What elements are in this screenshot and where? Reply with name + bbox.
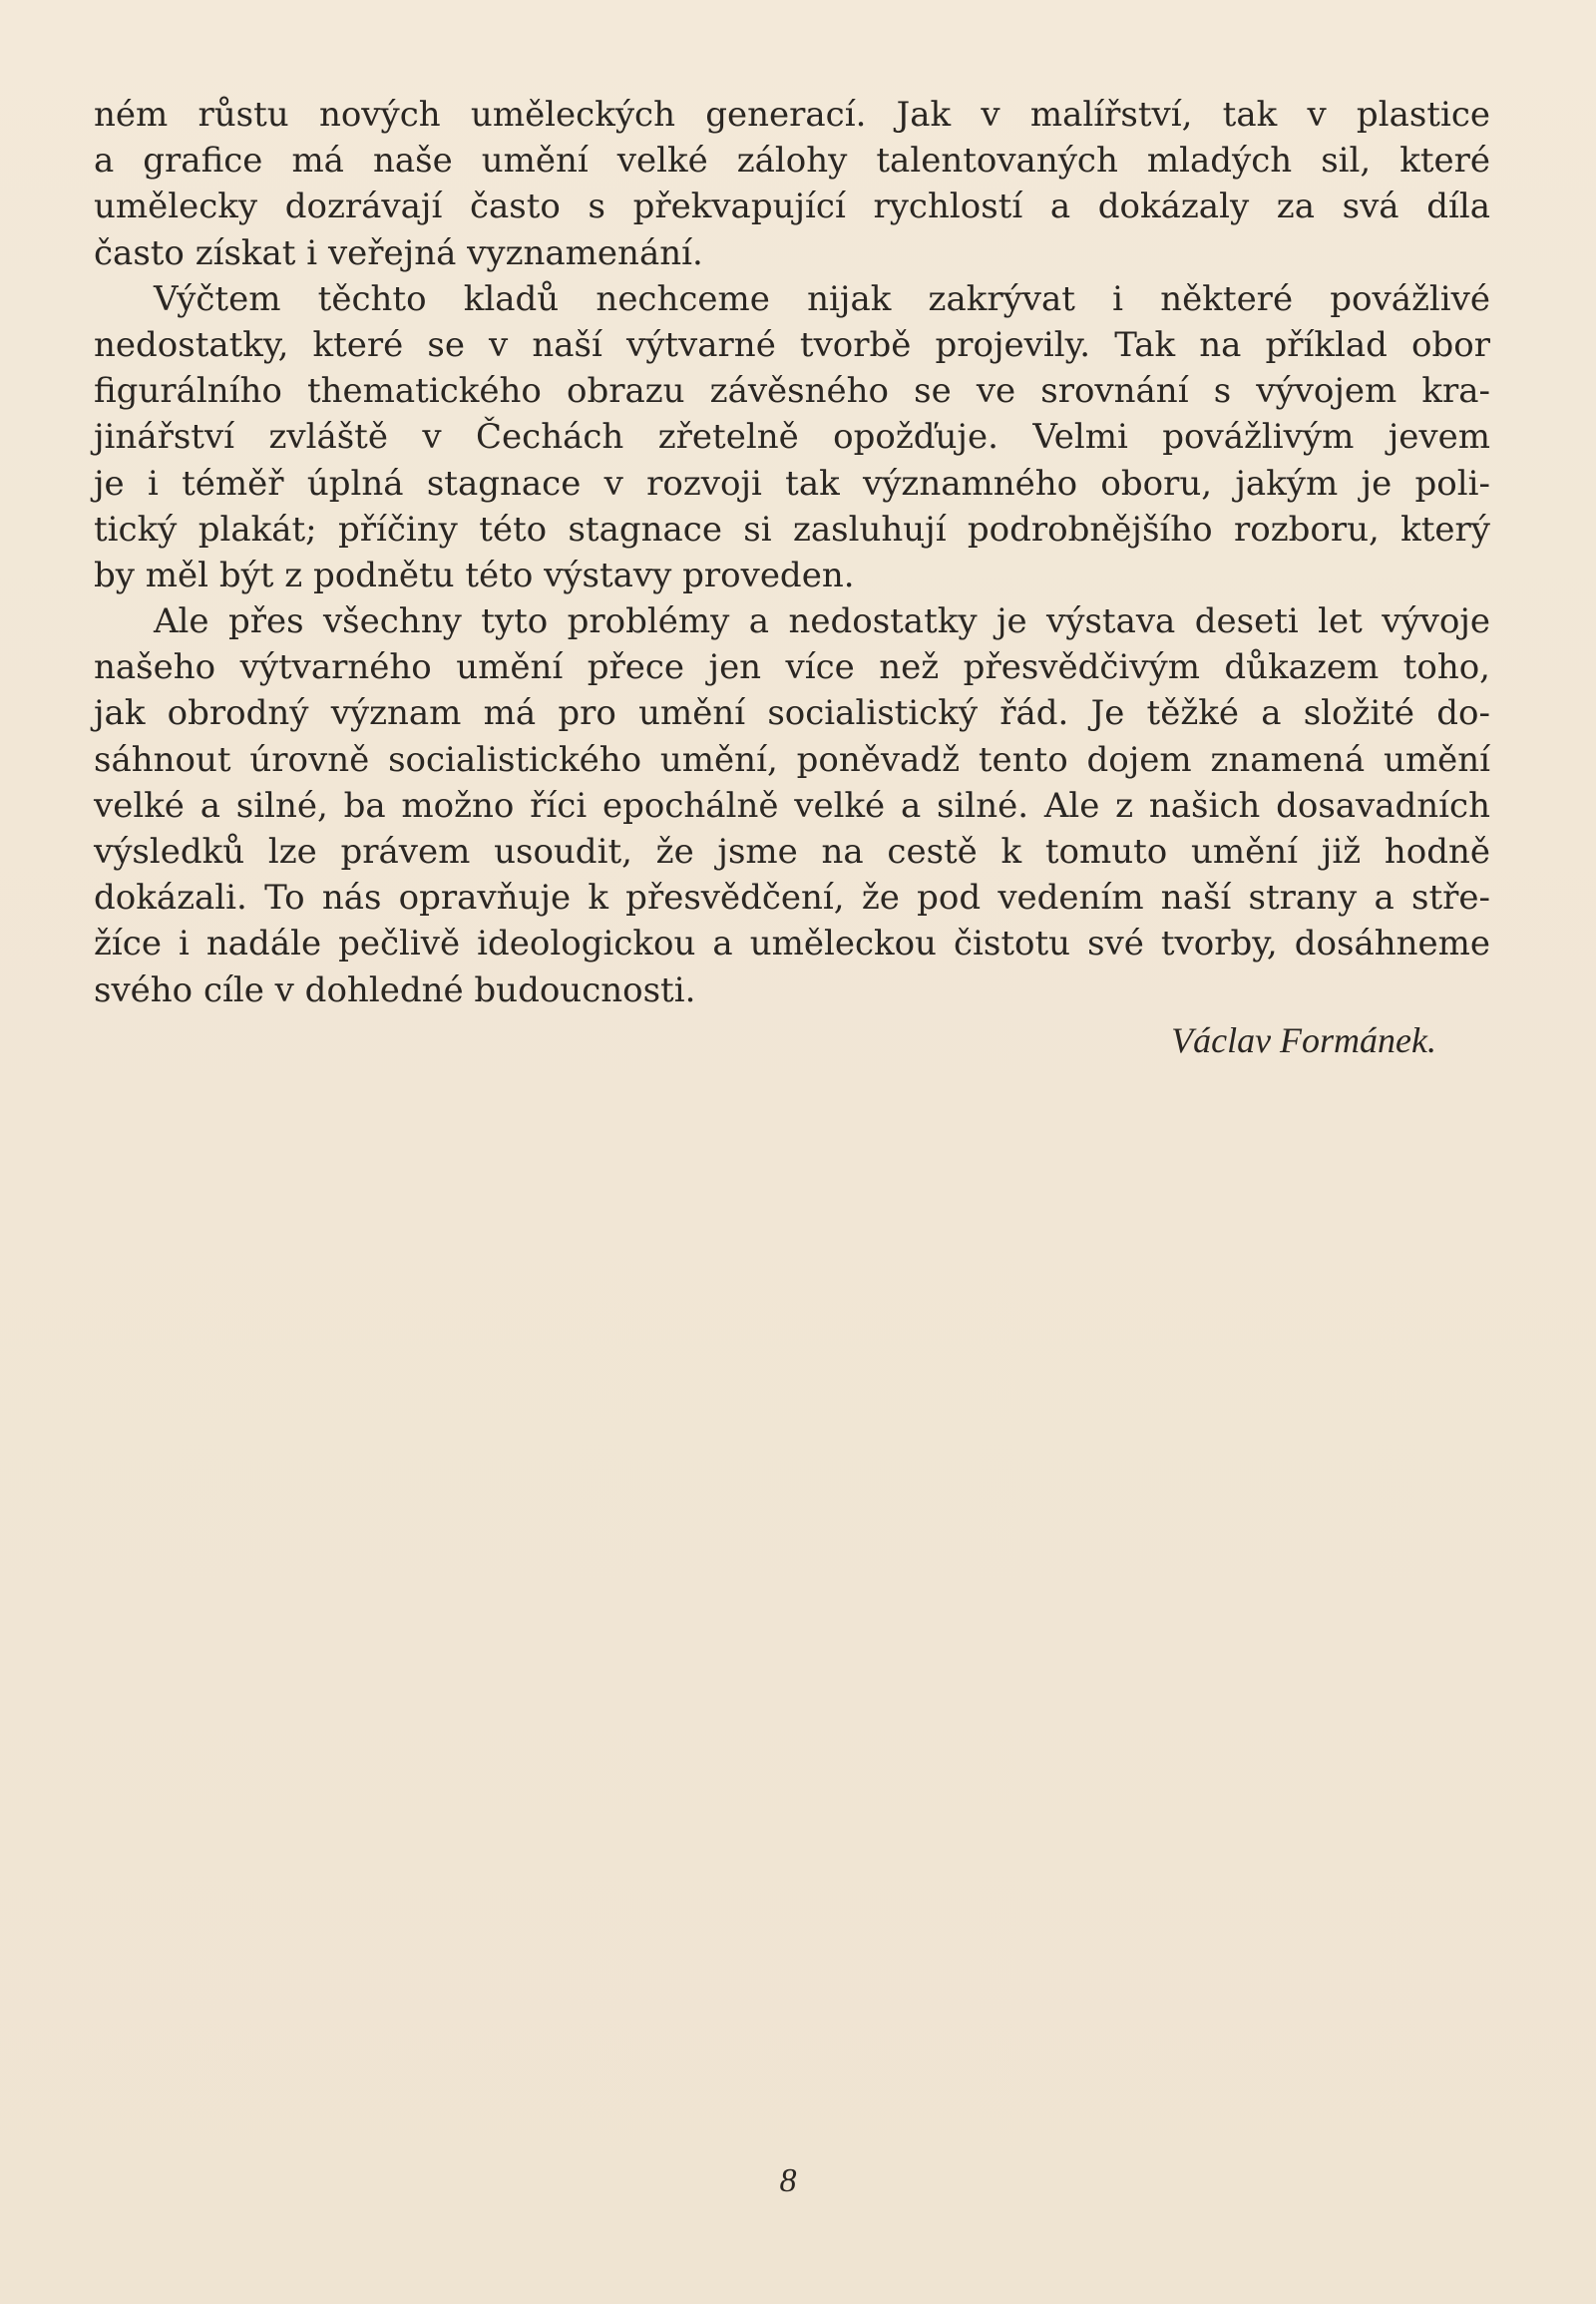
- text-line: ném růstu nových uměleckých generací. Jak v malířství, tak v plastice: [94, 95, 1490, 135]
- text-line: je i téměř úplná stagnace v rozvoji tak významného oboru, jakým je poli-: [94, 463, 1490, 504]
- article-body: [94, 92, 1490, 1013]
- text-line: Výčtem těchto kladů nechceme nijak zakrývat i některé povážlivé: [154, 278, 1490, 319]
- text-line: jinářství zvláště v Čechách zřetelně opožďuje. Velmi povážlivým jevem: [94, 417, 1490, 458]
- text-line: velké a silné, ba možno říci epochálně velké a silné. Ale z našich dosavadních: [94, 785, 1490, 826]
- text-line: umělecky dozrávají často s překvapující rychlostí a dokázaly za svá díla: [94, 187, 1490, 227]
- text-line: figurálního thematického obrazu závěsného se ve srovnání s vývojem kra-: [94, 371, 1490, 412]
- page-number: 8: [779, 2162, 797, 2199]
- text-line: výsledků lze právem usoudit, že jsme na cestě k tomuto umění již hodně: [94, 832, 1490, 872]
- text-line: žíce i nadále pečlivě ideologickou a uměleckou čistotu své tvorby, dosáhneme: [94, 924, 1490, 964]
- text-line: svého cíle v dohledné budoucnosti.: [94, 969, 696, 1010]
- text-line: Ale přes všechny tyto problémy a nedostatky je výstava deseti let vývoje: [154, 601, 1490, 642]
- text-line: tický plakát; příčiny této stagnace si zasluhují podrobnějšího rozboru, který: [94, 509, 1490, 550]
- text-line: nedostatky, které se v naší výtvarné tvorbě projevily. Tak na příklad obor: [94, 324, 1490, 365]
- text-line: dokázali. To nás opravňuje k přesvědčení, že pod vedením naší strany a stře-: [94, 878, 1490, 919]
- text-line: sáhnout úrovně socialistického umění, poněvadž tento dojem znamená umění: [94, 739, 1490, 780]
- text-line: a grafice má naše umění velké zálohy talentovaných mladých sil, které: [94, 141, 1490, 182]
- text-line: často získat i veřejná vyznamenání.: [94, 232, 703, 273]
- text-line: jak obrodný význam má pro umění socialistický řád. Je těžké a složité do-: [94, 693, 1490, 734]
- text-line: by měl být z podnětu této výstavy proveden.: [94, 555, 855, 595]
- text-line: našeho výtvarného umění přece jen více než přesvědčivým důkazem toho,: [94, 647, 1490, 688]
- author-signature: Václav Formánek.: [1171, 1020, 1436, 1060]
